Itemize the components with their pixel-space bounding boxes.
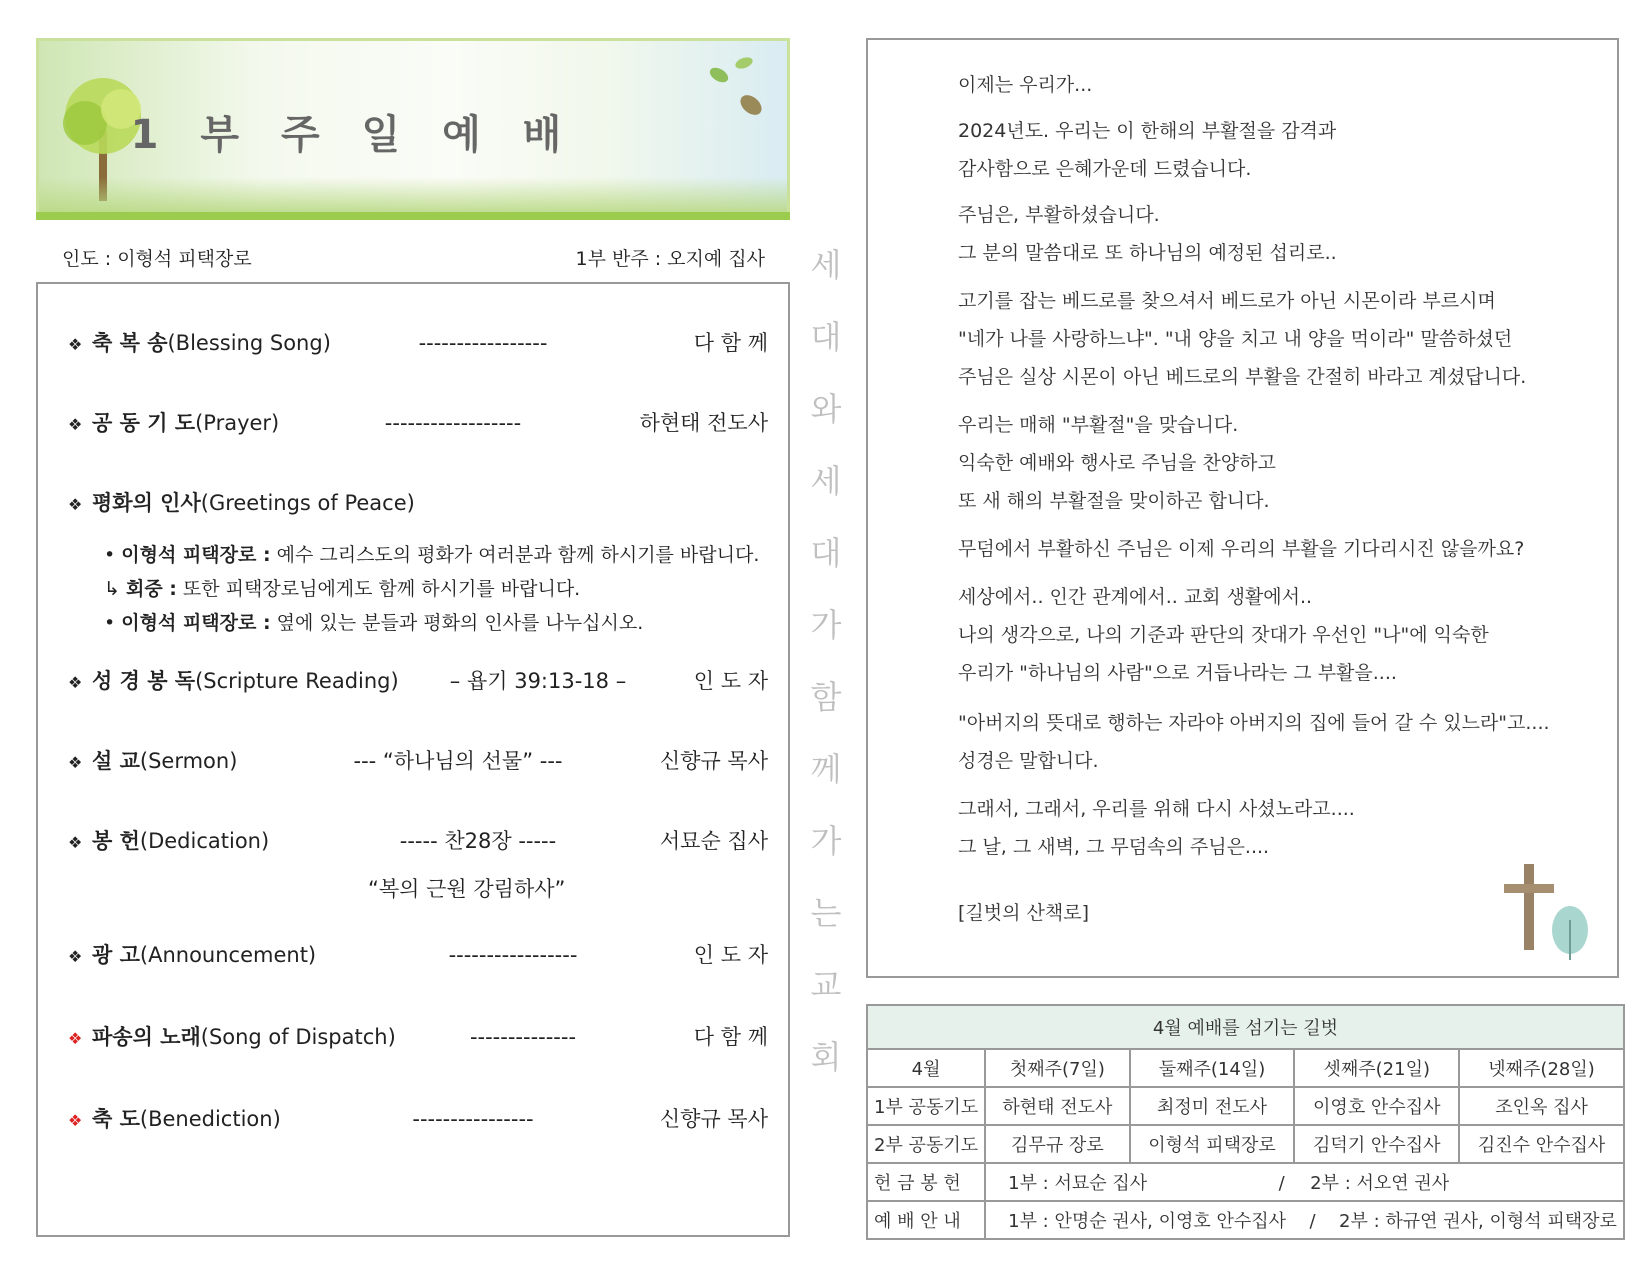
message-paragraph: 이제는 우리가... (958, 74, 1093, 96)
message-paragraph: 고기를 잡는 베드로를 찾으셔서 베드로가 아닌 시몬이라 부르시며 "네가 나를 사랑하느냐". "내 양을 치고 내 양을 먹이라" 말씀하셨던 주님은 실상 시몬이 아닌 베드로의 부활을 간절히 바라고 계셨답니다. (958, 290, 1527, 388)
peace-line: • 이형석 피택장로 : 옆에 있는 분들과 평화의 인사를 나누십시오. (104, 612, 644, 634)
message-paragraph: 주님은, 부활하셨습니다. 그 분의 말씀대로 또 하나님의 예정된 섭리로.. (958, 204, 1337, 264)
servers-table (866, 1004, 1625, 1240)
service-title: 1 부 주 일 예 배 (130, 112, 576, 158)
order-item: ❖ 평화의 인사(Greetings of Peace) (68, 491, 415, 515)
peace-line: • 이형석 피택장로 : 예수 그리스도의 평화가 여러분과 함께 하시기를 바랍니다. (104, 544, 760, 566)
order-item: ❖ 공 동 기 도(Prayer) ------------------ 하현태 전도사 (68, 411, 768, 435)
message-box (866, 38, 1619, 978)
message-paragraph: 우리는 매해 "부활절"을 맞습니다. 익숙한 예배와 행사로 주님을 찬양하고 또 새 해의 부활절을 맞이하곤 합니다. (958, 414, 1276, 512)
hymn-title: “복의 근원 강림하사” (368, 877, 566, 901)
table-row: 예 배 안 내 1부 : 안명순 권사, 이영호 안수집사 / 2부 : 하규연 권사, 이형석 피택장로 (867, 1201, 1624, 1239)
order-item: ❖ 광 고(Announcement) ----------------- 인 도 자 (68, 943, 768, 967)
order-item: ❖ 설 교(Sermon) --- “하나님의 선물” --- 신향규 목사 (68, 749, 768, 773)
order-item: ❖ 축 도(Benediction) ---------------- 신향규 목사 (68, 1107, 768, 1131)
message-paragraph: 그래서, 그래서, 우리를 위해 다시 사셨노라고.... 그 날, 그 새벽, 그 무덤속의 주님은.... (958, 798, 1355, 858)
accompanist-info: 1부 반주 : 오지예 집사 (575, 248, 765, 270)
cross-icon (1498, 860, 1598, 960)
order-item: ❖ 성 경 봉 독(Scripture Reading) – 욥기 39:13-18 – 인 도 자 (68, 669, 768, 693)
message-paragraph: 2024년도. 우리는 이 한해의 부활절을 감격과 감사함으로 은혜가운데 드렸습니다. (958, 120, 1337, 180)
table-row: 1부 공동기도 하현태 전도사 최정미 전도사 이영호 안수집사 조인옥 집사 (867, 1087, 1624, 1125)
table-row: 헌 금 봉 헌 1부 : 서묘순 집사 / 2부 : 서오연 권사 (867, 1163, 1624, 1201)
table-header-row: 4월 첫째주(7일) 둘째주(14일) 셋째주(21일) 넷째주(28일) (867, 1049, 1624, 1087)
order-item: ❖ 파송의 노래(Song of Dispatch) -------------- 다 함 께 (68, 1025, 768, 1049)
table-title: 4월 예배를 섬기는 길벗 (867, 1005, 1624, 1049)
peace-line: ↳ 회중 : 또한 피택장로님에게도 함께 하시기를 바랍니다. (104, 578, 581, 600)
message-signature: [길벗의 산책로] (958, 902, 1089, 924)
order-item: ❖ 봉 헌(Dedication) ----- 찬28장 ----- 서묘순 집사 (68, 829, 768, 853)
vertical-motto: 세 대 와 세 대 가 함 께 가 는 교 회 (810, 246, 842, 1076)
leader-info: 인도 : 이형석 피택장로 (62, 248, 252, 270)
message-paragraph: 무덤에서 부활하신 주님은 이제 우리의 부활을 기다리시진 않을까요? (958, 538, 1525, 560)
table-row: 2부 공동기도 김무규 장로 이형석 피택장로 김덕기 안수집사 김진수 안수집사 (867, 1125, 1624, 1163)
header-banner (36, 38, 790, 220)
order-item: ❖ 축 복 송(Blessing Song) ----------------- 다 함 께 (68, 331, 768, 355)
message-paragraph: 세상에서.. 인간 관계에서.. 교회 생활에서.. 나의 생각으로, 나의 기준과 판단의 잣대가 우선인 "나"에 익숙한 우리가 "하나님의 사람"으로 거듭나라는 그 부활을.... (958, 586, 1489, 684)
order-of-service (36, 282, 790, 1237)
message-paragraph: "아버지의 뜻대로 행하는 자라야 아버지의 집에 들어 갈 수 있느라"고.... 성경은 말합니다. (958, 712, 1550, 772)
banner-underline (36, 212, 790, 220)
